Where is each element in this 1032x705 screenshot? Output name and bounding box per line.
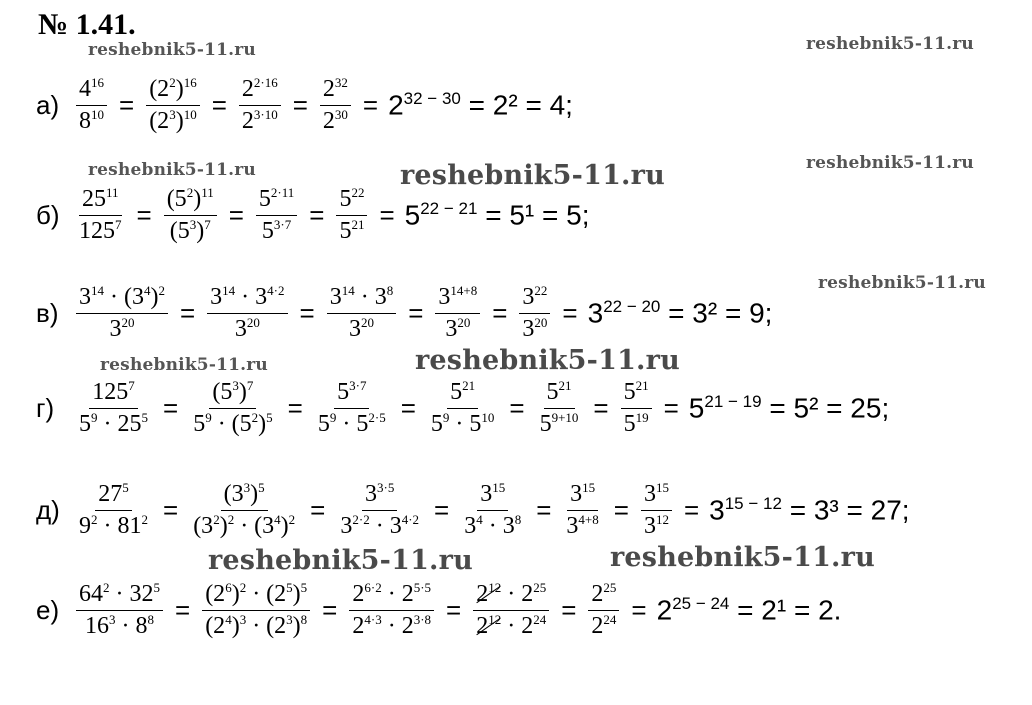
fraction: $\frac{125^7}{5^9 \cdot 25^5}$: [79, 378, 148, 437]
watermark: reshebnik5-11.ru: [208, 545, 473, 576]
watermark: reshebnik5-11.ru: [88, 160, 256, 180]
fraction: $\frac{(2^2)^{16}}{(2^3)^{10}}$: [146, 76, 200, 133]
row-label: а): [36, 89, 60, 120]
watermark: reshebnik5-11.ru: [88, 40, 256, 60]
fraction: $\frac{2^{6\cdot 2} \cdot 2^{5\cdot 5}}{2^{4\cdot 3} \cdot 2^{3\cdot 8}}$: [349, 581, 434, 638]
watermark: reshebnik5-11.ru: [100, 355, 268, 375]
result: $2^{25 - 24} = 2^1 = 2$.: [656, 593, 842, 626]
fraction: $\frac{5^{2\cdot 11}}{5^{3\cdot 7}}$: [256, 186, 297, 243]
fraction: $\frac{4^{16}}{8^{10}}$: [76, 76, 107, 133]
fraction: $\frac{(3^3)^5}{(3^2)^2 \cdot (3^4)^2}$: [193, 480, 296, 539]
fraction: $\frac{3^{15}}{3^4 \cdot 3^8}$: [464, 480, 522, 539]
row-label: б): [36, 199, 60, 230]
fraction: $\frac{(5^3)^7}{5^9 \cdot (5^2)^5}$: [193, 378, 273, 437]
fraction: $\frac{3^{14} \cdot 3^{4\cdot 2}}{3^{20}}$: [207, 284, 287, 341]
solution-row-d: д) $\frac{27^5}{9^2 \cdot 81^2}$ = $\frac{(3^3)^5}{(3^2)^2 \cdot (3^4)^2}$ = $\frac{3^{3\cdot 5}}{3^{2\cdot 2} \cdot 3^{4\cdot 2}}$ = $\frac{3^{15}}{3^4 \cdot 3^8}$ = $\frac{3^{15}}{3^{4+8}}$ = $\frac{3^{15}}{3^{12}}$ = $3^{15 - 12} = 3^3 = 27$;: [36, 480, 910, 539]
result: $3^{22 - 20} = 3^2 = 9$;: [587, 296, 773, 329]
watermark: reshebnik5-11.ru: [415, 345, 680, 376]
fraction: $\frac{2^{25}}{2^{24}}$: [588, 581, 619, 638]
result: $5^{22 - 21} = 5^1 = 5$;: [404, 198, 590, 231]
fraction: $\frac{3^{3\cdot 5}}{3^{2\cdot 2} \cdot 3^{4\cdot 2}}$: [340, 480, 420, 539]
watermark: reshebnik5-11.ru: [806, 34, 974, 54]
watermark: reshebnik5-11.ru: [806, 153, 974, 173]
fraction: $\frac{2^{2\cdot 16}}{2^{3\cdot 10}}$: [239, 76, 281, 133]
fraction: $\frac{3^{15}}{3^{4+8}}$: [566, 480, 599, 539]
fraction: $\frac{5^{3\cdot 7}}{5^9 \cdot 5^{2\cdot 5}}$: [317, 378, 386, 437]
row-label: в): [36, 297, 59, 328]
fraction: $\frac{2^{32}}{2^{30}}$: [320, 76, 351, 133]
fraction: $\frac{(5^2)^{11}}{(5^3)^7}$: [164, 186, 217, 243]
fraction: $\frac{5^{21}}{5^{9+10}}$: [539, 378, 579, 437]
row-label: г): [36, 392, 55, 423]
fraction: $\frac{3^{14} \cdot (3^4)^2}{3^{20}}$: [76, 284, 168, 341]
solution-row-g: г) $\frac{125^7}{5^9 \cdot 25^5}$ = $\frac{(5^3)^7}{5^9 \cdot (5^2)^5}$ = $\frac{5^{3\cdot 7}}{5^9 \cdot 5^{2\cdot 5}}$ = $\frac{5^{21}}{5^9 \cdot 5^{10}}$ = $\frac{5^{21}}{5^{9+10}}$ = $\frac{5^{21}}{5^{19}}$ = $5^{21 - 19} = 5^2 = 25$;: [36, 378, 890, 437]
fraction: $\frac{2^{12} \cdot 2^{25}}{2^{12} \cdot 2^{24}}$: [473, 581, 549, 638]
result: $3^{15 - 12} = 3^3 = 27$;: [709, 493, 910, 526]
result: $5^{21 - 19} = 5^2 = 25$;: [688, 391, 890, 424]
fraction: $\frac{(2^6)^2 \cdot (2^5)^5}{(2^4)^3 \cdot (2^3)^8}$: [202, 581, 310, 638]
row-label: д): [36, 494, 60, 525]
row-label: е): [36, 594, 60, 625]
fraction: $\frac{3^{15}}{3^{12}}$: [641, 481, 672, 538]
problem-number: № 1.41.: [38, 8, 136, 41]
watermark: reshebnik5-11.ru: [610, 542, 875, 573]
fraction: $\frac{5^{21}}{5^{19}}$: [621, 379, 652, 436]
fraction: $\frac{5^{21}}{5^9 \cdot 5^{10}}$: [430, 378, 495, 437]
fraction: $\frac{25^{11}}{125^7}$: [79, 185, 122, 244]
fraction: $\frac{3^{22}}{3^{20}}$: [519, 284, 550, 341]
fraction: $\frac{3^{14} \cdot 3^8}{3^{20}}$: [327, 284, 397, 341]
watermark: reshebnik5-11.ru: [400, 160, 665, 191]
solution-row-e: е) $\frac{64^2 \cdot 32^5}{16^3 \cdot 8^8}$ = $\frac{(2^6)^2 \cdot (2^5)^5}{(2^4)^3 \cdot (2^3)^8}$ = $\frac{2^{6\cdot 2} \cdot 2^{5\cdot 5}}{2^{4\cdot 3} \cdot 2^{3\cdot 8}}$ = $\frac{2^{12} \cdot 2^{25}}{2^{12} \cdot 2^{24}}$ = $\frac{2^{25}}{2^{24}}$ = $2^{25 - 24} = 2^1 = 2$.: [36, 580, 842, 639]
fraction: $\frac{64^2 \cdot 32^5}{16^3 \cdot 8^8}$: [76, 581, 163, 638]
solution-row-a: а) $\frac{4^{16}}{8^{10}}$ = $\frac{(2^2)^{16}}{(2^3)^{10}}$ = $\frac{2^{2\cdot 16}}{2^{3\cdot 10}}$ = $\frac{2^{32}}{2^{30}}$ = $2^{32 - 30} = 2^2 = 4$;: [36, 75, 573, 134]
result: $2^{32 - 30} = 2^2 = 4$;: [388, 88, 573, 121]
fraction: $\frac{27^5}{9^2 \cdot 81^2}$: [79, 480, 148, 539]
fraction: $\frac{5^{22}}{5^{21}}$: [336, 186, 367, 243]
fraction: $\frac{3^{14+8}}{3^{20}}$: [435, 284, 480, 341]
solution-row-b: б) $\frac{25^{11}}{125^7}$ = $\frac{(5^2)^{11}}{(5^3)^7}$ = $\frac{5^{2\cdot 11}}{5^{3\cdot 7}}$ = $\frac{5^{22}}{5^{21}}$ = $5^{22 - 21} = 5^1 = 5$;: [36, 185, 590, 244]
watermark: reshebnik5-11.ru: [818, 273, 986, 293]
solution-row-v: в) $\frac{3^{14} \cdot (3^4)^2}{3^{20}}$ = $\frac{3^{14} \cdot 3^{4\cdot 2}}{3^{20}}$ = $\frac{3^{14} \cdot 3^8}{3^{20}}$ = $\frac{3^{14+8}}{3^{20}}$ = $\frac{3^{22}}{3^{20}}$ = $3^{22 - 20} = 3^2 = 9$;: [36, 283, 773, 342]
